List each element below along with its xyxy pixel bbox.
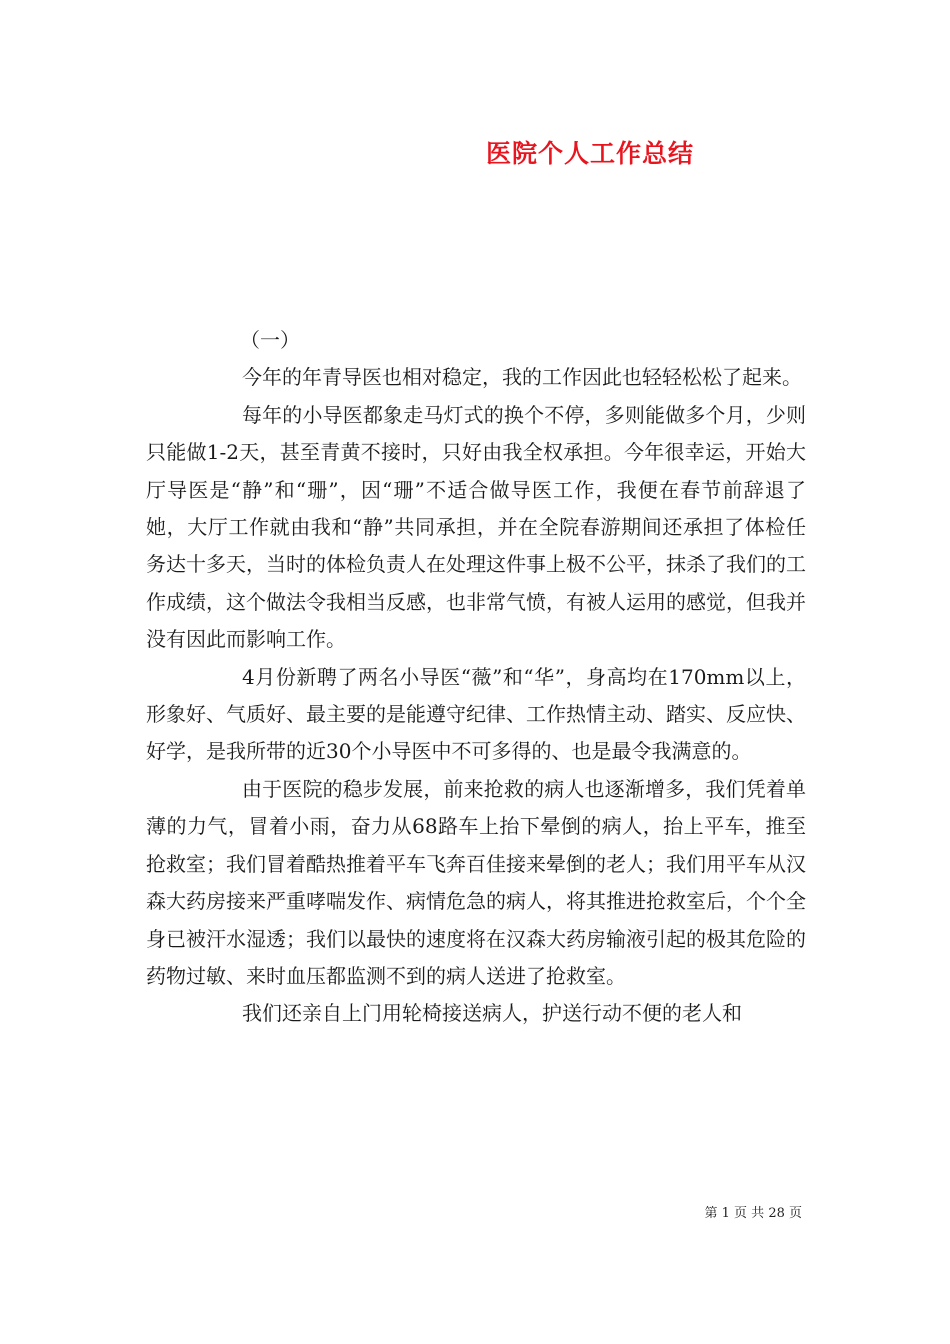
paragraph-5: 我们还亲自上门用轮椅接送病人，护送行动不便的老人和 [242,1001,742,1026]
paragraph-3: 4月份新聘了两名小导医“薇”和“华”，身高均在170mm以上，形象好、气质好、最主要的是能遵守纪律、工作热情主动、踏实、反应快、好学，是我所带的近30个小导医中不可多得的、也是最令我满意的。 [146,664,806,764]
document-title: 医院个人工作总结 [485,139,694,168]
section-marker: （一） [240,328,300,352]
paragraph-2: 每年的小导医都象走马灯式的换个不停，多则能做多个月，少则只能做1-2天，甚至青黄不接时，只好由我全权承担。今年很幸运，开始大厅导医是“静”和“珊”，因“珊”不适合做导医工作，我便在春节前辞退了她，大厅工作就由我和“静”共同承担，并在全院春游期间还承担了体检任务达十多天，当时的体检负责人在处理这件事上极不公平，抹杀了我们的工作成绩，这个做法令我相当反感，也非常气愤，有被人运用的感觉，但我并没有因此而影响工作。 [146,402,806,652]
paragraph-1: 今年的年青导医也相对稳定，我的工作因此也轻轻松松了起来。 [242,365,802,390]
paragraph-4: 由于医院的稳步发展，前来抢救的病人也逐渐增多，我们凭着单薄的力气，冒着小雨，奋力从68路车上抬下晕倒的病人，抬上平车，推至抢救室；我们冒着酷热推着平车飞奔百佳接来晕倒的老人；我们用平车从汉森大药房接来严重哮喘发作、病情危急的病人，将其推进抢救室后，个个全身已被汗水湿透；我们以最快的速度将在汉森大药房输液引起的极其危险的药物过敏、来时血压都监测不到的病人送进了抢救室。 [146,776,806,988]
page-number-footer: 第 1 页 共 28 页 [704,1206,802,1221]
document-body [146,322,806,1033]
